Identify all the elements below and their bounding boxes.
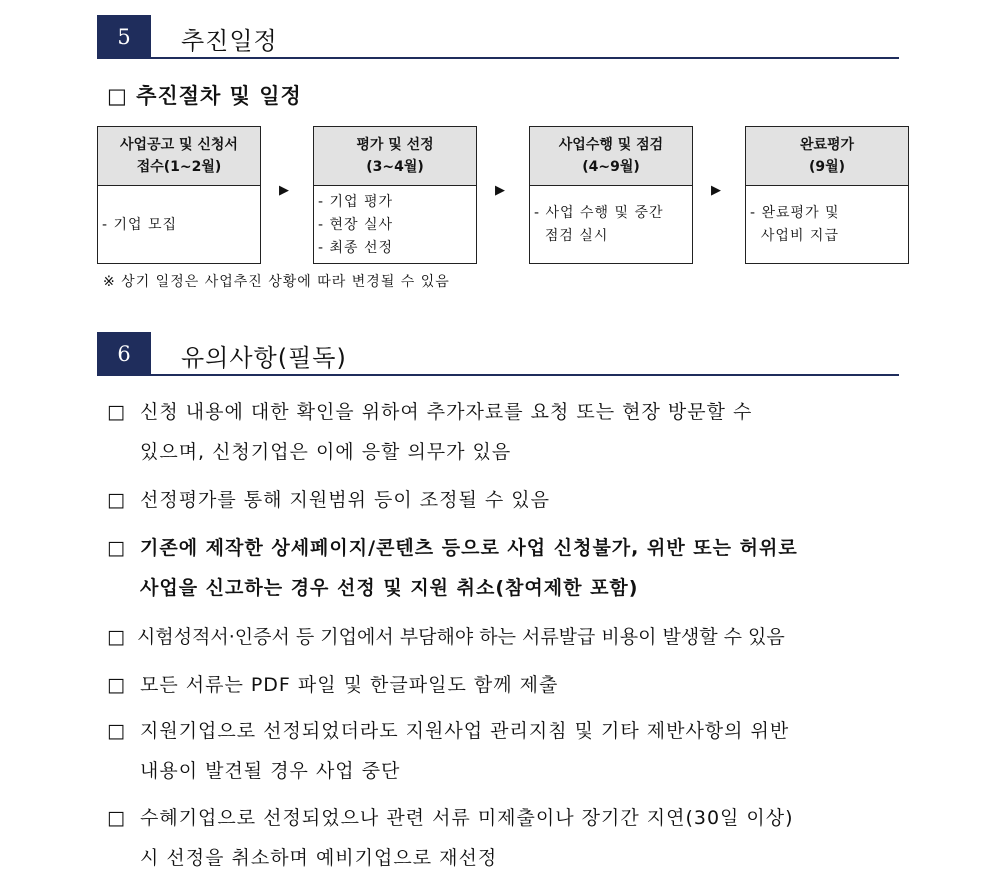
checkbox-icon: □ — [107, 720, 126, 742]
notice-item — [107, 392, 899, 472]
process-step — [313, 126, 477, 264]
schedule-note: ※ 상기 일정은 사업추진 상황에 따라 변경될 수 있음 — [103, 274, 450, 290]
section-divider — [151, 374, 899, 376]
checkbox-icon: □ — [107, 401, 126, 423]
checkbox-icon: □ — [107, 807, 126, 829]
step-line: - 기업 평가 — [318, 193, 394, 210]
notice-text: 시험성적서·인증서 등 기업에서 부담해야 하는 서류발급 비용이 발생할 수 있음 — [137, 626, 785, 648]
section-title: 유의사항(필독) — [181, 344, 347, 372]
step-header — [746, 127, 908, 186]
subheading: □ 추진절차 및 일정 — [107, 84, 302, 108]
step-line: - 기업 모집 — [102, 216, 178, 233]
notice-item — [107, 480, 899, 520]
step-title: 평가 및 선정 — [356, 137, 434, 153]
step-line: 점검 실시 — [534, 228, 609, 244]
step-line: - 사업 수행 및 중간 — [534, 205, 664, 221]
step-line: - 최종 선정 — [318, 239, 394, 256]
step-period: 접수(1~2월) — [136, 159, 222, 175]
step-body — [314, 186, 476, 264]
process-step — [529, 126, 693, 264]
notice-item — [107, 617, 899, 657]
step-body — [746, 186, 908, 264]
section-divider — [151, 57, 899, 59]
step-header — [98, 127, 260, 186]
step-line: - 완료평가 및 — [750, 205, 840, 221]
notice-text: 선정평가를 통해 지원범위 등이 조정될 수 있음 — [140, 489, 550, 511]
arrow-icon: ▶ — [495, 183, 505, 198]
notice-item — [107, 665, 899, 705]
notice-text: 시 선정을 취소하며 예비기업으로 재선정 — [140, 847, 498, 869]
step-line: 사업비 지급 — [750, 228, 839, 244]
checkbox-icon: □ — [107, 537, 126, 559]
notice-text: 기존에 제작한 상세페이지/콘텐츠 등으로 사업 신청불가, 위반 또는 허위로 — [140, 537, 798, 559]
notice-text: 지원기업으로 선정되었더라도 지원사업 관리지침 및 기타 제반사항의 위반 — [140, 720, 790, 742]
step-line: - 현장 실사 — [318, 216, 394, 233]
checkbox-icon: □ — [107, 674, 126, 696]
notice-text: 모든 서류는 PDF 파일 및 한글파일도 함께 제출 — [140, 674, 559, 696]
step-body — [98, 186, 260, 264]
notice-text: 사업을 신고하는 경우 선정 및 지원 취소(참여제한 포함) — [140, 577, 639, 599]
section-6-header — [97, 332, 899, 376]
step-header — [314, 127, 476, 186]
arrow-icon: ▶ — [279, 183, 289, 198]
notice-text: 내용이 발견될 경우 사업 중단 — [140, 760, 401, 782]
step-period: (9월) — [808, 159, 846, 175]
notice-item — [107, 528, 899, 608]
notice-text: 있으며, 신청기업은 이에 응할 의무가 있음 — [140, 441, 512, 463]
notice-text: 신청 내용에 대한 확인을 위하여 추가자료를 요청 또는 현장 방문할 수 — [140, 401, 753, 423]
arrow-icon: ▶ — [711, 183, 721, 198]
notice-item — [107, 711, 899, 791]
step-body — [530, 186, 692, 264]
step-period: (3~4월) — [366, 159, 424, 175]
checkbox-icon: □ — [107, 626, 126, 648]
step-title: 사업수행 및 점검 — [558, 137, 664, 153]
checkbox-icon: □ — [107, 489, 126, 511]
section-number: 6 — [97, 332, 151, 376]
process-step — [745, 126, 909, 264]
step-title: 사업공고 및 신청서 — [120, 137, 238, 153]
section-title: 추진일정 — [181, 27, 278, 55]
step-title: 완료평가 — [799, 137, 855, 153]
section-number: 5 — [97, 15, 151, 59]
notice-item — [107, 798, 899, 878]
step-period: (4~9월) — [582, 159, 640, 175]
process-step — [97, 126, 261, 264]
section-5-header — [97, 15, 899, 59]
step-header — [530, 127, 692, 186]
notice-text: 수혜기업으로 선정되었으나 관련 서류 미제출이나 장기간 지연(30일 이상) — [140, 807, 794, 829]
